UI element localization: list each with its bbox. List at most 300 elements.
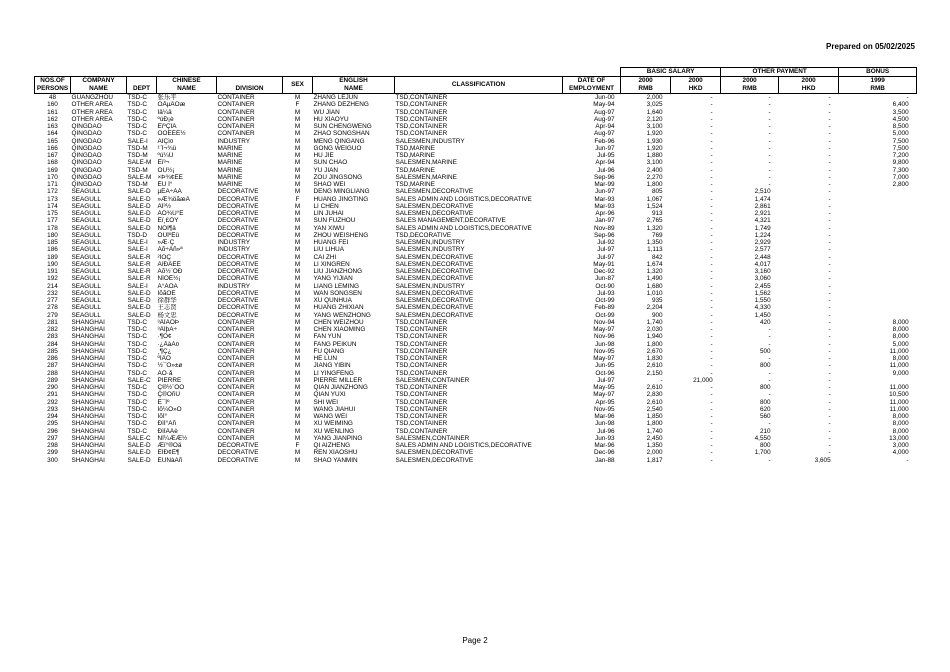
cell-dept: SALE-D xyxy=(127,297,151,304)
cell-dept: SALE-D xyxy=(127,202,151,210)
cell-date: Jul-96 xyxy=(597,427,615,435)
cell-division: CONTAINER xyxy=(217,340,255,348)
cell-sex: M xyxy=(294,210,301,217)
cell-company: SEAGULL xyxy=(71,239,101,246)
cell-english-name: GONG WEIGUO xyxy=(313,144,362,152)
cell-nos: 191 xyxy=(47,268,58,275)
cell-english-name: SUN CHAO xyxy=(313,159,348,167)
table-row xyxy=(35,174,917,181)
cell-chinese-name: ¸¶Ç¿ xyxy=(157,347,172,355)
table-row xyxy=(35,333,917,340)
cell-division: DECORATIVE xyxy=(217,311,259,319)
other-payment-header: OTHER PAYMENT xyxy=(721,68,839,77)
cell-classification: TSD,CONTAINER xyxy=(395,318,448,326)
cell-classification: SALESMEN,DECORATIVE xyxy=(395,253,474,261)
cell-classification: TSD,CONTAINER xyxy=(395,362,448,370)
bs-currency-1: RMB xyxy=(621,85,671,94)
cell-date: Jul-96 xyxy=(597,166,615,174)
cell-bs-rmb: 2,204 xyxy=(646,304,663,312)
cell-english-name: MENG QINGANG xyxy=(313,137,365,145)
cell-bs-hkd: - xyxy=(710,347,713,355)
cell-op-rmb: - xyxy=(768,326,771,333)
col-dept: DEPT xyxy=(127,85,157,94)
cell-nos: 189 xyxy=(47,253,58,261)
cell-bs-rmb: 1,350 xyxy=(646,239,663,246)
cell-sex: M xyxy=(294,239,301,246)
cell-date: Jun-00 xyxy=(595,94,615,101)
cell-op-rmb: - xyxy=(768,333,771,341)
cell-classification: TSD,CONTAINER xyxy=(395,123,448,130)
cell-company: SEAGULL xyxy=(71,260,101,268)
cell-bonus: 5,000 xyxy=(892,340,909,348)
cell-op-rmb: 4,330 xyxy=(754,304,771,312)
cell-english-name: REN XIAOSHU xyxy=(313,449,358,457)
cell-chinese-name: 杨文忠 xyxy=(157,311,177,319)
cell-bs-hkd: - xyxy=(710,260,713,268)
cell-dept: TSD-C xyxy=(127,94,148,101)
cell-date: Mar-93 xyxy=(594,202,615,210)
cell-bonus: 8,000 xyxy=(892,413,909,420)
cell-bs-rmb: 2,000 xyxy=(646,449,663,457)
cell-sex: F xyxy=(295,195,300,203)
cell-bs-hkd: - xyxy=(710,231,713,239)
cell-division: MARINE xyxy=(217,181,243,188)
cell-english-name: LI YINGFENG xyxy=(313,369,354,377)
cell-dept: SALE-R xyxy=(127,253,151,261)
op-currency-1: RMB xyxy=(721,85,779,94)
cell-bonus: - xyxy=(906,456,909,464)
cell-division: DECORATIVE xyxy=(217,289,259,297)
cell-bonus: 10,500 xyxy=(889,391,909,399)
cell-op-rmb: - xyxy=(768,369,771,377)
cell-sex: M xyxy=(294,260,301,268)
cell-op-rmb: - xyxy=(768,152,771,159)
cell-classification: TSD,CONTAINER xyxy=(395,355,448,362)
cell-sex: M xyxy=(294,326,301,333)
cell-classification: TSD,CONTAINER xyxy=(395,398,448,406)
cell-nos: 178 xyxy=(47,224,58,232)
table-row xyxy=(35,109,917,116)
cell-division: INDUSTRY xyxy=(217,137,251,145)
cell-dept: TSD-C xyxy=(127,108,148,116)
cell-chinese-name: ºú¼Ü xyxy=(157,152,174,159)
cell-op-hkd: - xyxy=(828,420,831,428)
cell-bs-hkd: - xyxy=(710,311,713,319)
cell-dept: SALE-D xyxy=(127,289,151,297)
cell-sex: M xyxy=(294,311,301,319)
cell-dept: TSD-C xyxy=(127,326,148,333)
cell-op-rmb: 1,474 xyxy=(754,195,771,203)
cell-division: CONTAINER xyxy=(217,427,255,435)
cell-date: Feb-89 xyxy=(594,304,615,312)
cell-date: Feb-96 xyxy=(594,137,615,145)
cell-bs-hkd: - xyxy=(710,94,713,101)
cell-english-name: YANG YIJIAN xyxy=(313,275,353,283)
cell-bonus: 11,000 xyxy=(889,384,909,391)
cell-classification: SALESMEN,INDUSTRY xyxy=(395,246,465,254)
table-row xyxy=(35,428,917,435)
cell-english-name: WANG WEI xyxy=(313,413,347,420)
cell-division: MARINE xyxy=(217,144,243,152)
cell-date: May-94 xyxy=(593,101,615,109)
cell-nos: 288 xyxy=(47,369,58,377)
cell-bs-rmb: 1,113 xyxy=(647,246,663,254)
cell-bonus: 8,000 xyxy=(892,318,909,326)
cell-sex: M xyxy=(294,376,301,384)
cell-division: CONTAINER xyxy=(217,108,255,116)
cell-chinese-name: 王志贤 xyxy=(157,304,177,312)
cell-nos: 290 xyxy=(47,384,58,391)
cell-dept: SALE-D xyxy=(127,311,151,319)
col-company-name: NAME xyxy=(71,85,127,94)
cell-date: May-97 xyxy=(593,355,615,362)
col-sex: SEX xyxy=(283,77,313,94)
cell-op-hkd: - xyxy=(828,362,831,370)
cell-company: SEAGULL xyxy=(71,246,101,254)
cell-classification: TSD,CONTAINER xyxy=(395,427,448,435)
cell-op-rmb: - xyxy=(768,108,771,116)
cell-date: Dec-92 xyxy=(594,268,615,275)
cell-nos: 289 xyxy=(47,376,58,384)
cell-op-hkd: - xyxy=(828,333,831,341)
cell-english-name: SUN FUZHOU xyxy=(313,217,356,225)
cell-company: SEAGULL xyxy=(71,268,101,275)
cell-dept: SALE-D xyxy=(127,456,151,464)
cell-bs-hkd: - xyxy=(710,210,713,217)
cell-date: Apr-94 xyxy=(595,123,615,130)
cell-classification: SALES ADMIN AND LOGISTICS,DECORATIVE xyxy=(395,224,532,232)
cell-nos: 169 xyxy=(47,166,58,174)
cell-chinese-name: ÉÛÑàÃñ xyxy=(157,456,183,464)
cell-company: SEAGULL xyxy=(71,224,101,232)
cell-sex: M xyxy=(294,181,301,188)
cell-bonus: 7,500 xyxy=(892,144,909,152)
cell-date: Nov-89 xyxy=(594,224,615,232)
cell-nos: 173 xyxy=(47,195,58,203)
cell-company: QINGDAO xyxy=(71,137,102,145)
cell-nos: 48 xyxy=(48,94,57,101)
cell-op-hkd: - xyxy=(828,115,831,123)
cell-bs-rmb: 805 xyxy=(651,188,663,196)
cell-bs-rmb: 1,940 xyxy=(646,333,663,341)
cell-dept: TSD-C xyxy=(127,420,148,428)
cell-company: QINGDAO xyxy=(71,181,102,188)
cell-company: SHANGHAI xyxy=(71,376,105,384)
cell-company: QINGDAO xyxy=(71,173,102,181)
cell-date: Apr-95 xyxy=(595,398,615,406)
cell-op-hkd: - xyxy=(828,144,831,152)
cell-english-name: DENG MINGLIANG xyxy=(313,188,370,196)
cell-bs-hkd: - xyxy=(710,202,713,210)
cell-english-name: ZHANG LEJUN xyxy=(313,94,358,101)
cell-op-hkd: - xyxy=(828,449,831,457)
cell-bs-hkd: - xyxy=(710,224,713,232)
cell-nos: 278 xyxy=(47,304,58,312)
cell-nos: 185 xyxy=(47,239,58,246)
table-row xyxy=(35,145,917,152)
cell-dept: SALE-I xyxy=(127,282,148,290)
cell-english-name: YAN XIWU xyxy=(313,224,345,232)
cell-bs-rmb: 1,680 xyxy=(646,282,663,290)
cell-op-hkd: - xyxy=(828,347,831,355)
cell-classification: SALESMEN,DECORATIVE xyxy=(395,188,474,196)
cell-bs-hkd: - xyxy=(710,449,713,457)
cell-bonus: 8,000 xyxy=(892,326,909,333)
cell-classification: SALESMEN,DECORATIVE xyxy=(395,304,474,312)
cell-bonus: 8,500 xyxy=(892,123,909,130)
cell-op-rmb: - xyxy=(768,137,771,145)
cell-classification: SALESMEN,MARINE xyxy=(395,173,457,181)
table-row xyxy=(35,203,917,210)
cell-bs-rmb: 1,850 xyxy=(646,413,663,420)
cell-division: DECORATIVE xyxy=(217,202,259,210)
cell-company: SHANGHAI xyxy=(71,369,105,377)
cell-op-hkd: - xyxy=(828,427,831,435)
cell-op-rmb: 1,450 xyxy=(754,311,771,319)
cell-sex: M xyxy=(294,217,301,225)
cell-sex: M xyxy=(294,355,301,362)
cell-date: Jun-93 xyxy=(595,434,615,442)
table-row xyxy=(35,138,917,145)
cell-division: CONTAINER xyxy=(217,355,255,362)
cell-chinese-name: ÀÎ³½ xyxy=(157,202,171,210)
cell-sex: M xyxy=(294,304,301,312)
cell-company: OTHER AREA xyxy=(71,115,113,123)
cell-english-name: XU WENLING xyxy=(313,427,354,435)
cell-company: SHANGHAI xyxy=(71,449,105,457)
cell-op-hkd: - xyxy=(828,137,831,145)
cell-company: QINGDAO xyxy=(71,159,102,167)
cell-nos: 293 xyxy=(47,405,58,413)
cell-op-rmb: 2,929 xyxy=(754,239,771,246)
cell-date: Sep-96 xyxy=(594,231,615,239)
cell-sex: M xyxy=(294,362,301,370)
cell-bonus: 3,500 xyxy=(892,108,909,116)
cell-dept: SALE-D xyxy=(127,210,151,217)
col-date: DATE OF xyxy=(563,77,621,86)
cell-english-name: YU JIAN xyxy=(313,166,339,174)
cell-op-rmb: 210 xyxy=(759,427,771,435)
cell-company: QINGDAO xyxy=(71,144,102,152)
cell-op-hkd: - xyxy=(828,181,831,188)
prepared-date: Prepared on 05/02/2025 xyxy=(826,42,915,51)
table-row xyxy=(35,326,917,333)
cell-bs-hkd: - xyxy=(710,340,713,348)
cell-chinese-name: ·¿ÅàÀ¤ xyxy=(157,340,180,348)
cell-nos: 161 xyxy=(47,108,58,116)
cell-nos: 298 xyxy=(47,442,58,449)
cell-bs-rmb: 2,610 xyxy=(646,384,663,391)
cell-dept: SALE-M xyxy=(127,159,152,167)
table-row xyxy=(35,362,917,369)
cell-sex: M xyxy=(294,275,301,283)
cell-chinese-name: ³ÂÏþÃ÷ xyxy=(157,326,177,333)
cell-bs-rmb: 1,920 xyxy=(646,130,663,138)
cell-english-name: QI AIZHENG xyxy=(313,442,351,449)
cell-division: INDUSTRY xyxy=(217,282,251,290)
cell-sex: M xyxy=(294,289,301,297)
cell-chinese-name: ²ÌÕÇ xyxy=(157,253,171,261)
cell-nos: 283 xyxy=(47,333,58,341)
cell-classification: SALES MANAGEMENT,DECORATIVE xyxy=(395,217,506,225)
cell-dept: SALE-R xyxy=(127,268,151,275)
cell-sex: M xyxy=(294,384,301,391)
cell-op-hkd: - xyxy=(828,173,831,181)
cell-company: SEAGULL xyxy=(71,202,101,210)
cell-dept: SALE-C xyxy=(127,434,151,442)
cell-sex: M xyxy=(294,340,301,348)
cell-nos: 291 xyxy=(47,391,58,399)
cell-chinese-name: ½¯Ô»±ø xyxy=(157,362,183,370)
table-row xyxy=(35,232,917,239)
cell-op-hkd: - xyxy=(828,318,831,326)
table-row xyxy=(35,355,917,362)
cell-sex: M xyxy=(294,130,301,138)
table-row xyxy=(35,384,917,391)
cell-bs-rmb: 1,524 xyxy=(646,202,663,210)
cell-bs-hkd: - xyxy=(710,115,713,123)
cell-division: DECORATIVE xyxy=(217,231,259,239)
op-year-1: 2000 xyxy=(721,77,779,86)
cell-op-hkd: - xyxy=(828,268,831,275)
cell-bonus: 8,000 xyxy=(892,333,909,341)
cell-english-name: LIU LIHUA xyxy=(313,246,345,254)
cell-bs-hkd: - xyxy=(710,304,713,312)
cell-english-name: ZHANG DEZHENG xyxy=(313,101,369,109)
table-row xyxy=(35,341,917,348)
cell-bs-hkd: - xyxy=(710,268,713,275)
cell-dept: TSD-M xyxy=(127,166,148,174)
cell-classification: SALESMEN,CONTAINER xyxy=(395,434,470,442)
col-persons: PERSONS xyxy=(35,85,71,94)
cell-bs-hkd: - xyxy=(710,326,713,333)
cell-english-name: YANG WENZHONG xyxy=(313,311,371,319)
col-english: ENGLISH xyxy=(313,77,395,86)
cell-company: SEAGULL xyxy=(71,188,101,196)
table-row xyxy=(35,370,917,377)
cell-date: Nov-95 xyxy=(594,405,615,413)
cell-bs-rmb: 2,610 xyxy=(646,362,663,370)
cell-company: SEAGULL xyxy=(71,297,101,304)
cell-bonus: 8,000 xyxy=(892,427,909,435)
cell-op-rmb: - xyxy=(768,166,771,174)
cell-sex: M xyxy=(294,333,301,341)
cell-chinese-name: Îâ¼â xyxy=(157,108,172,116)
cell-chinese-name: ÀÖ·å xyxy=(157,369,173,377)
cell-company: GUANGZHOU xyxy=(71,94,114,101)
table-row xyxy=(35,167,917,174)
cell-bs-rmb: 2,270 xyxy=(646,173,663,181)
cell-bonus: 7,300 xyxy=(892,166,909,174)
cell-dept: TSD-C xyxy=(127,362,148,370)
cell-bonus xyxy=(839,297,917,304)
cell-op-rmb: 1,224 xyxy=(754,231,771,239)
cell-division: MARINE xyxy=(217,152,243,159)
cell-division: CONTAINER xyxy=(217,123,255,130)
cell-bs-rmb: 3,025 xyxy=(646,101,663,109)
table-row xyxy=(35,123,917,130)
cell-dept: SALE-R xyxy=(127,275,151,283)
cell-bs-hkd: - xyxy=(710,434,713,442)
cell-division: MARINE xyxy=(217,159,243,167)
cell-classification: SALESMEN,DECORATIVE xyxy=(395,268,474,275)
cell-bs-rmb: 1,320 xyxy=(646,268,663,275)
cell-date: Jun-97 xyxy=(595,144,615,152)
cell-op-hkd: - xyxy=(828,108,831,116)
cell-chinese-name: ÑÕÏ¶ä xyxy=(157,224,176,232)
cell-bs-hkd: - xyxy=(710,152,713,159)
cell-sex: F xyxy=(295,101,300,109)
table-row xyxy=(35,225,917,232)
table-row xyxy=(35,261,917,268)
cell-sex: M xyxy=(294,282,301,290)
cell-bonus: 5,000 xyxy=(892,130,909,138)
cell-op-rmb: 560 xyxy=(759,413,771,420)
cell-bs-hkd: - xyxy=(710,217,713,225)
cell-company: SHANGHAI xyxy=(71,355,105,362)
cell-bs-rmb: 900 xyxy=(651,311,663,319)
cell-bs-hkd: - xyxy=(710,123,713,130)
cell-bs-rmb: 1,320 xyxy=(646,224,663,232)
cell-op-rmb: 3,060 xyxy=(754,275,771,283)
cell-english-name: FU QIANG xyxy=(313,347,345,355)
cell-bs-hkd: - xyxy=(710,246,713,254)
bs-currency-2: HKD xyxy=(671,85,721,94)
cell-dept: SALE-I xyxy=(127,137,148,145)
cell-date: Oct-99 xyxy=(595,311,615,319)
cell-bonus xyxy=(839,203,917,210)
cell-op-hkd: - xyxy=(828,239,831,246)
cell-english-name: XU QUNHUA xyxy=(313,297,352,304)
cell-op-hkd: - xyxy=(828,282,831,290)
cell-chinese-name: ÍõÎ° xyxy=(157,413,168,420)
table-row xyxy=(35,196,917,203)
cell-chinese-name: ÍõãÕÉ xyxy=(157,289,176,297)
cell-op-rmb: - xyxy=(768,355,771,362)
cell-dept: SALE-C xyxy=(127,376,151,384)
cell-date: Oct-99 xyxy=(595,297,615,304)
op-currency-2: HKD xyxy=(779,85,839,94)
cell-division: DECORATIVE xyxy=(217,188,259,196)
cell-chinese-name: ÈÎÐ¢Ë¶ xyxy=(157,449,180,457)
cell-bs-rmb: 1,740 xyxy=(646,427,663,435)
cell-bs-hkd: - xyxy=(710,384,713,391)
table-row xyxy=(35,152,917,159)
cell-op-hkd: - xyxy=(828,94,831,101)
cell-sex: M xyxy=(294,108,301,116)
cell-english-name: PIERRE MILLER xyxy=(313,376,363,384)
cell-division: INDUSTRY xyxy=(217,239,251,246)
cell-division: DECORATIVE xyxy=(217,268,259,275)
cell-company: QINGDAO xyxy=(71,130,102,138)
cell-chinese-name: 徐群华 xyxy=(157,297,177,304)
cell-company: SHANGHAI xyxy=(71,405,105,413)
cell-op-hkd: - xyxy=(828,231,831,239)
cell-bs-hkd: - xyxy=(710,369,713,377)
cell-bonus: 6,400 xyxy=(892,101,909,109)
cell-op-rmb: 4,017 xyxy=(754,260,771,268)
cell-division: CONTAINER xyxy=(217,434,255,442)
col-employment: EMPLOYMENT xyxy=(563,85,621,94)
cell-bonus: 9,000 xyxy=(892,369,909,377)
cell-bs-hkd: - xyxy=(710,427,713,435)
cell-date: Mar-93 xyxy=(594,195,615,203)
cell-company: SHANGHAI xyxy=(71,442,105,449)
cell-bs-hkd: - xyxy=(710,159,713,167)
cell-date: Jul-92 xyxy=(597,239,615,246)
table-row xyxy=(35,449,917,456)
cell-division: DECORATIVE xyxy=(217,442,259,449)
